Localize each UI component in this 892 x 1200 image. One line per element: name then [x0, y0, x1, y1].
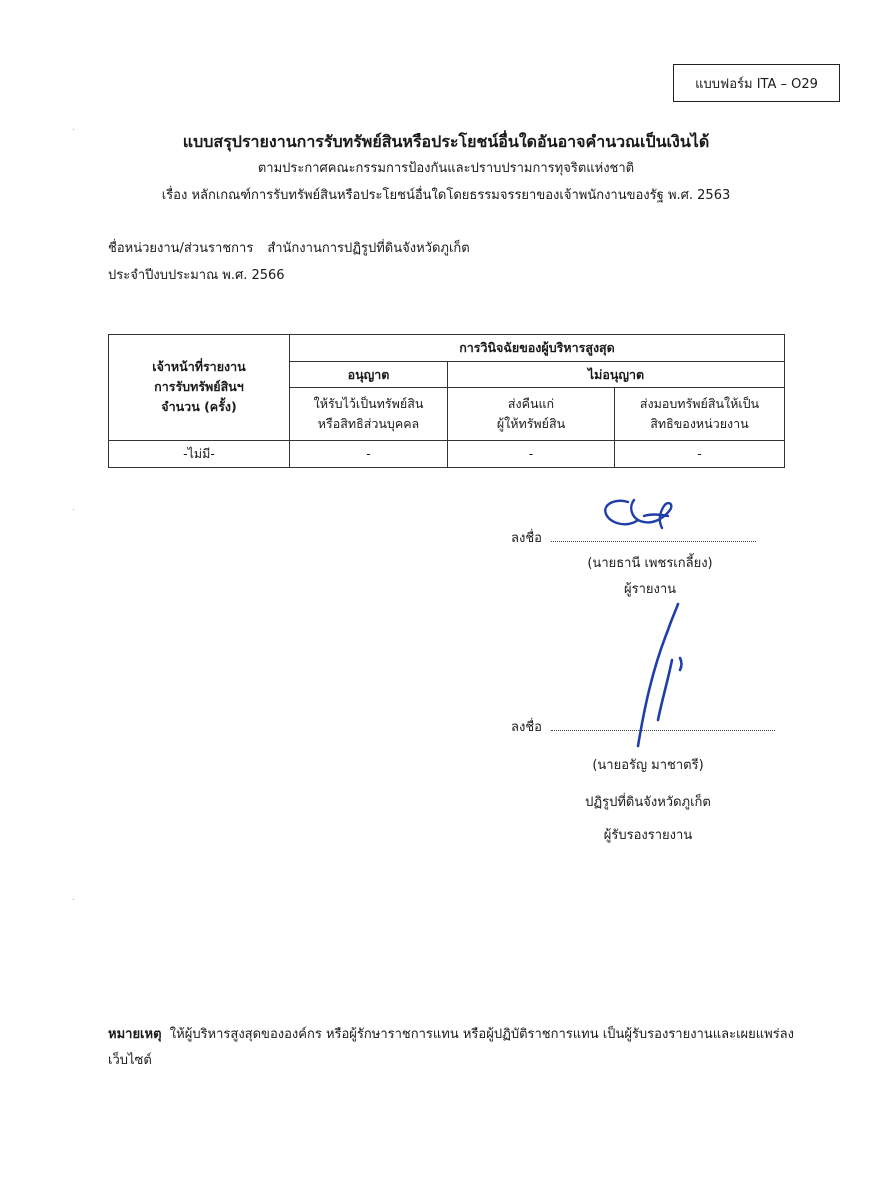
subheader-line: ให้รับไว้เป็นทรัพย์สิน	[313, 396, 424, 412]
scan-mark: ·	[72, 125, 76, 136]
signer-role: ผู้รับรองรายงาน	[603, 828, 693, 843]
agency-line	[108, 237, 470, 258]
signature-label: ลงชื่อ	[511, 720, 542, 735]
header-line: จำนวน (ครั้ง)	[161, 399, 237, 415]
signer-name: (นายอรัญ มาชาตรี)	[592, 758, 704, 773]
note-text: ให้ผู้บริหารสูงสุดขององค์กร หรือผู้รักษาราชการแทน หรือผู้ปฏิบัติราชการแทน เป็นผู้รับรองรายงานและเผยแพร่ลงเว็บไซต์	[108, 1027, 794, 1068]
subheader-line: หรือสิทธิส่วนบุคคล	[317, 416, 420, 432]
table-cell: -	[448, 440, 615, 467]
signer-role: ผู้รายงาน	[623, 582, 677, 597]
subheader-line: ส่งมอบทรัพย์สินให้เป็น	[639, 396, 760, 412]
disapprove-header: ไม่อนุญาต	[448, 362, 785, 388]
subheader-line: สิทธิของหน่วยงาน	[650, 416, 749, 432]
signer-name: (นายธานี เพชรเกลี้ยง)	[587, 556, 713, 571]
agency-value: สำนักงานการปฏิรูปที่ดินจังหวัดภูเก็ต	[267, 241, 470, 256]
fiscal-year: ประจำปีงบประมาณ พ.ศ. 2566	[108, 268, 285, 283]
footnote	[108, 1022, 798, 1074]
approve-subheader	[290, 388, 448, 440]
table-cell: -ไม่มี-	[109, 440, 290, 467]
subheader-line: ส่งคืนแก่	[507, 396, 555, 412]
signature-label: ลงชื่อ	[511, 531, 542, 546]
header-line: เจ้าหน้าที่รายงาน	[152, 359, 246, 375]
subheader-line: ผู้ให้ทรัพย์สิน	[496, 416, 566, 432]
scan-mark: ·	[72, 505, 76, 516]
scan-mark: ·	[72, 895, 76, 906]
decision-header: การวินิจฉัยของผู้บริหารสูงสุด	[290, 335, 785, 362]
announcement-line: ตามประกาศคณะกรรมการป้องกันและปราบปรามการทุจริตแห่งชาติ	[257, 161, 635, 176]
form-code: แบบฟอร์ม ITA – O29	[695, 76, 818, 92]
reports-count-header	[109, 335, 290, 441]
document-title: แบบสรุปรายงานการรับทรัพย์สินหรือประโยชน์อื่นใดอันอาจคำนวณเป็นเงินได้	[182, 132, 710, 151]
header-line: การรับทรัพย์สินฯ	[154, 379, 244, 395]
signature-image	[628, 600, 692, 750]
summary-table	[108, 334, 785, 468]
approve-header: อนุญาต	[290, 362, 448, 388]
return-subheader	[448, 388, 615, 440]
form-code-box	[673, 64, 840, 102]
table-row	[109, 440, 785, 467]
agency-label: ชื่อหน่วยงาน/ส่วนราชการ	[108, 241, 254, 256]
handover-subheader	[615, 388, 785, 440]
table-cell: -	[290, 440, 448, 467]
signer-position: ปฏิรูปที่ดินจังหวัดภูเก็ต	[585, 795, 711, 810]
signature-image	[598, 494, 678, 542]
subject-line: เรื่อง หลักเกณฑ์การรับทรัพย์สินหรือประโยชน์อื่นใดโดยธรรมจรรยาของเจ้าพนักงานของรัฐ พ.ศ. 2563	[161, 188, 731, 203]
note-label: หมายเหตุ	[108, 1027, 162, 1042]
table-cell: -	[615, 440, 785, 467]
